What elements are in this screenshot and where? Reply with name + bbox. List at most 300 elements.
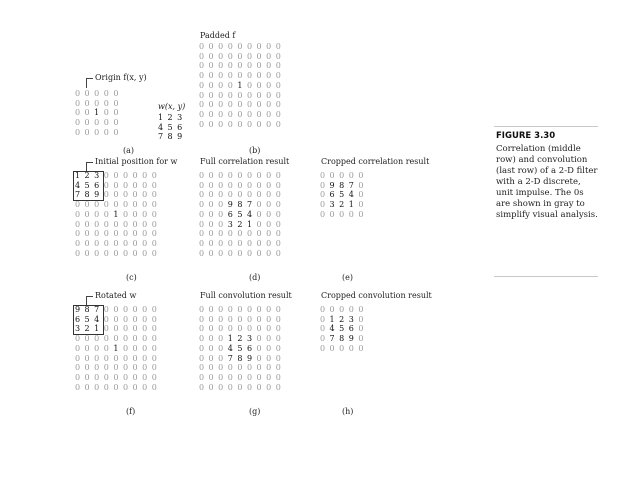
matrix-cell: 0 xyxy=(218,229,224,239)
matrix-cell: 0 xyxy=(151,229,157,239)
matrix-cell: 1 xyxy=(329,314,335,324)
matrix-cell: 0 xyxy=(132,219,138,229)
matrix-cell: 9 xyxy=(177,132,183,142)
matrix-cell: 0 xyxy=(246,305,253,314)
matrix-cell: 0 xyxy=(237,324,243,334)
w-label: w(x, y) xyxy=(158,102,186,111)
matrix-cell: 0 xyxy=(84,382,90,392)
matrix-cell: 0 xyxy=(218,238,224,248)
matrix-cell: 0 xyxy=(237,119,243,129)
matrix-cell: 0 xyxy=(208,324,214,334)
matrix-cell: 8 xyxy=(84,305,90,314)
matrix-cell: 7 xyxy=(329,334,335,344)
matrix-cell: 0 xyxy=(319,200,326,210)
matrix-cell: 0 xyxy=(358,180,364,190)
matrix-cell: 0 xyxy=(256,90,262,100)
matrix-cell: 0 xyxy=(256,238,262,248)
matrix-cell: 1 xyxy=(157,113,164,122)
matrix-cell: 0 xyxy=(122,248,129,258)
matrix-cell: 0 xyxy=(122,353,129,363)
matrix-cell: 0 xyxy=(151,305,157,314)
matrix-cell: 1 xyxy=(113,209,119,219)
matrix-cell: 0 xyxy=(208,42,214,51)
matrix-cell: 0 xyxy=(94,219,100,229)
matrix-cell: 0 xyxy=(132,363,138,373)
matrix-cell: 0 xyxy=(275,372,281,382)
matrix-cell: 5 xyxy=(339,190,345,200)
matrix-cell: 0 xyxy=(358,209,364,219)
matrix-cell: 0 xyxy=(84,248,90,258)
matrix-cell: 0 xyxy=(132,382,138,392)
matrix-cell: 0 xyxy=(113,324,119,334)
matrix-cell: 0 xyxy=(198,314,205,324)
matrix-cell: 0 xyxy=(266,180,272,190)
matrix-cell: 0 xyxy=(275,343,281,353)
matrix-cell: 0 xyxy=(319,180,326,190)
matrix-cell: 0 xyxy=(122,343,129,353)
matrix-cell: 0 xyxy=(256,200,262,210)
matrix-cell: 0 xyxy=(113,118,119,128)
matrix-cell: 0 xyxy=(227,248,233,258)
matrix-cell: 0 xyxy=(275,109,281,119)
matrix-cell: 0 xyxy=(122,382,129,392)
matrix-cell: 0 xyxy=(266,314,272,324)
matrix-cell: 0 xyxy=(113,314,119,324)
matrix-cell: 0 xyxy=(198,51,205,61)
matrix-cell: 0 xyxy=(208,343,214,353)
matrix-cell: 0 xyxy=(218,90,224,100)
matrix-cell: 0 xyxy=(198,42,205,51)
matrix-cell: 0 xyxy=(142,372,148,382)
matrix-cell: 0 xyxy=(348,343,354,353)
matrix-cell: 0 xyxy=(227,372,233,382)
matrix-cell: 5 xyxy=(84,180,90,190)
matrix-cell: 0 xyxy=(266,363,272,373)
matrix-cell: 0 xyxy=(103,353,109,363)
matrix-cell: 4 xyxy=(246,209,253,219)
matrix-cell: 0 xyxy=(198,190,205,200)
matrix-cell: 0 xyxy=(113,372,119,382)
matrix-cell: 0 xyxy=(218,190,224,200)
matrix-cell: 0 xyxy=(132,248,138,258)
matrix-cell: 0 xyxy=(275,71,281,81)
matrix-cell: 0 xyxy=(218,324,224,334)
matrix-cell: 0 xyxy=(122,200,129,210)
matrix-cell: 0 xyxy=(74,229,81,239)
matrix-cell: 0 xyxy=(151,382,157,392)
matrix-cell: 0 xyxy=(218,180,224,190)
matrix-cell: 0 xyxy=(218,80,224,90)
matrix-cell: 0 xyxy=(275,382,281,392)
matrix-cell: 0 xyxy=(256,343,262,353)
matrix-cell: 0 xyxy=(246,171,253,180)
matrix-cell: 0 xyxy=(256,382,262,392)
matrix-cell: 0 xyxy=(246,314,253,324)
matrix-cell: 0 xyxy=(103,372,109,382)
matrix-cell: 0 xyxy=(74,209,81,219)
matrix-cell: 0 xyxy=(256,100,262,110)
matrix-cell: 9 xyxy=(94,190,100,200)
matrix-cell: 0 xyxy=(74,219,81,229)
matrix-cell: 0 xyxy=(151,209,157,219)
matrix-cell: 0 xyxy=(208,382,214,392)
matrix-cell: 0 xyxy=(151,180,157,190)
matrix-cell: 0 xyxy=(208,305,214,314)
matrix-cell: 0 xyxy=(275,90,281,100)
matrix-cell: 0 xyxy=(151,238,157,248)
matrix-cell: 0 xyxy=(198,80,205,90)
matrix-cell: 0 xyxy=(275,229,281,239)
matrix-cell: 0 xyxy=(151,324,157,334)
matrix-cell: 0 xyxy=(227,382,233,392)
matrix-cell: 2 xyxy=(84,324,90,334)
matrix-cell: 0 xyxy=(227,305,233,314)
matrix-cell: 0 xyxy=(208,71,214,81)
matrix-cell: 0 xyxy=(94,209,100,219)
matrix-cell: 2 xyxy=(237,219,243,229)
matrix-cell: 0 xyxy=(246,190,253,200)
matrix-cell: 0 xyxy=(266,80,272,90)
matrix-cell: 0 xyxy=(218,334,224,344)
matrix-cell: 0 xyxy=(142,248,148,258)
w-position-box xyxy=(73,171,104,201)
matrix-cell: 9 xyxy=(246,353,253,363)
matrix-cell: 0 xyxy=(103,248,109,258)
matrix-cell: 0 xyxy=(218,219,224,229)
matrix-cell: 0 xyxy=(113,98,119,108)
matrix-cell: 0 xyxy=(74,238,81,248)
matrix-cell: 0 xyxy=(103,209,109,219)
matrix-cell: 0 xyxy=(84,353,90,363)
matrix-cell: 6 xyxy=(74,314,81,324)
matrix-cell: 0 xyxy=(237,382,243,392)
matrix-cell: 0 xyxy=(122,180,129,190)
matrix-cell: 0 xyxy=(74,118,81,128)
matrix-cell: 0 xyxy=(208,314,214,324)
matrix-cell: 0 xyxy=(132,190,138,200)
matrix-cell: 0 xyxy=(113,219,119,229)
matrix-cell: 0 xyxy=(198,219,205,229)
matrix-cell: 0 xyxy=(94,248,100,258)
matrix-cell: 0 xyxy=(266,190,272,200)
matrix-cell: 0 xyxy=(122,363,129,373)
matrix-cell: 0 xyxy=(84,219,90,229)
matrix-cell: 0 xyxy=(74,248,81,258)
matrix-cell: 0 xyxy=(319,171,326,180)
matrix-cell: 0 xyxy=(275,209,281,219)
matrix-cell: 6 xyxy=(348,324,354,334)
matrix-cell: 0 xyxy=(208,238,214,248)
matrix-cell: 3 xyxy=(177,113,183,122)
matrix-cell: 0 xyxy=(237,363,243,373)
matrix-cell: 0 xyxy=(142,200,148,210)
matrix-cell: 0 xyxy=(103,98,109,108)
rotated-w-label: Rotated w xyxy=(95,291,137,300)
matrix-cell: 9 xyxy=(348,334,354,344)
matrix-cell: 0 xyxy=(84,238,90,248)
matrix-cell: 4 xyxy=(329,324,335,334)
matrix-cell: 0 xyxy=(218,119,224,129)
matrix-cell: 0 xyxy=(246,363,253,373)
matrix-cell: 0 xyxy=(329,209,335,219)
matrix-cell: 0 xyxy=(74,200,81,210)
matrix-cell: 0 xyxy=(266,248,272,258)
matrix-cell: 0 xyxy=(142,190,148,200)
matrix-cell: 0 xyxy=(237,229,243,239)
matrix-cell: 1 xyxy=(237,80,243,90)
matrix-cell: 0 xyxy=(246,238,253,248)
matrix-cell: 0 xyxy=(358,305,364,314)
figure-number: FIGURE 3.30 xyxy=(496,131,556,141)
matrix-cell: 0 xyxy=(151,200,157,210)
matrix-cell: 0 xyxy=(132,171,138,180)
matrix-cell: 0 xyxy=(208,209,214,219)
matrix-cell: 0 xyxy=(339,209,345,219)
matrix-cell: 0 xyxy=(142,219,148,229)
matrix-cell: 0 xyxy=(94,229,100,239)
matrix-cell: 0 xyxy=(198,180,205,190)
matrix-cell: 0 xyxy=(339,305,345,314)
matrix-cell: 0 xyxy=(74,363,81,373)
matrix-cell: 0 xyxy=(275,80,281,90)
matrix-cell: 0 xyxy=(227,229,233,239)
matrix-cell: 1 xyxy=(113,343,119,353)
matrix-cell: 0 xyxy=(227,61,233,71)
matrix-cell: 0 xyxy=(132,372,138,382)
matrix-cell: 0 xyxy=(266,119,272,129)
matrix-cell: 0 xyxy=(266,71,272,81)
matrix-cell: 0 xyxy=(275,314,281,324)
matrix-cell: 4 xyxy=(74,180,81,190)
matrix-cell: 8 xyxy=(339,334,345,344)
matrix-cell: 0 xyxy=(256,180,262,190)
caption-rule-bottom xyxy=(494,276,598,277)
matrix-cell: 0 xyxy=(256,71,262,81)
matrix-cell: 0 xyxy=(208,353,214,363)
matrix-cell: 0 xyxy=(84,343,90,353)
matrix-cell: 0 xyxy=(358,314,364,324)
matrix-cell: 0 xyxy=(227,180,233,190)
matrix-cell: 7 xyxy=(94,305,100,314)
matrix-cell: 0 xyxy=(246,372,253,382)
matrix-cell: 5 xyxy=(84,314,90,324)
caption-rule-top xyxy=(494,126,598,127)
matrix-cell: 0 xyxy=(74,98,81,108)
matrix-cell: 8 xyxy=(339,180,345,190)
matrix-cell: 3 xyxy=(94,171,100,180)
matrix-cell: 0 xyxy=(246,71,253,81)
matrix-cell: 0 xyxy=(319,343,326,353)
matrix-cell: 0 xyxy=(132,180,138,190)
matrix-cell: 0 xyxy=(151,248,157,258)
matrix-cell: 0 xyxy=(266,90,272,100)
matrix-cell: 0 xyxy=(227,171,233,180)
matrix-cell: 0 xyxy=(84,108,90,118)
matrix-cell: 0 xyxy=(246,51,253,61)
matrix-cell: 0 xyxy=(142,314,148,324)
matrix-cell: 0 xyxy=(132,238,138,248)
matrix-cell: 0 xyxy=(246,80,253,90)
matrix-cell: 0 xyxy=(198,372,205,382)
caption-h: (h) xyxy=(342,407,354,416)
matrix-cell: 0 xyxy=(266,334,272,344)
matrix-cell: 4 xyxy=(157,122,164,132)
matrix-cell: 6 xyxy=(177,122,183,132)
matrix-cell: 0 xyxy=(103,118,109,128)
matrix-cell: 0 xyxy=(208,51,214,61)
matrix-cell: 2 xyxy=(339,314,345,324)
matrix-cell: 0 xyxy=(266,171,272,180)
matrix-cell: 0 xyxy=(227,190,233,200)
matrix-cell: 0 xyxy=(208,61,214,71)
matrix-cell: 0 xyxy=(208,90,214,100)
matrix-cell: 0 xyxy=(103,89,109,98)
matrix-cell: 0 xyxy=(132,305,138,314)
matrix-cell: 0 xyxy=(84,89,90,98)
matrix-cell: 0 xyxy=(103,200,109,210)
matrix-cell: 3 xyxy=(329,200,335,210)
matrix-cell: 0 xyxy=(218,372,224,382)
matrix-cell: 0 xyxy=(94,382,100,392)
matrix-cell: 0 xyxy=(237,171,243,180)
matrix-cell: 0 xyxy=(256,363,262,373)
matrix-cell: 0 xyxy=(94,89,100,98)
matrix-cell: 0 xyxy=(103,363,109,373)
matrix-cell: 0 xyxy=(113,89,119,98)
matrix-cell: 0 xyxy=(266,229,272,239)
matrix-cell: 0 xyxy=(103,171,109,180)
matrix-cell: 0 xyxy=(246,42,253,51)
matrix-cell: 3 xyxy=(348,314,354,324)
matrix-cell: 2 xyxy=(84,171,90,180)
matrix-cell: 0 xyxy=(237,305,243,314)
matrix-cell: 0 xyxy=(339,343,345,353)
matrix-cell: 0 xyxy=(94,372,100,382)
rotated-w-box xyxy=(73,305,104,335)
full-convolution-label: Full convolution result xyxy=(200,291,292,300)
matrix-cell: 0 xyxy=(246,100,253,110)
matrix-cell: 1 xyxy=(94,108,100,118)
matrix-cell: 0 xyxy=(94,127,100,137)
matrix-cell: 0 xyxy=(142,209,148,219)
matrix-cell: 0 xyxy=(227,42,233,51)
matrix-cell: 0 xyxy=(122,209,129,219)
matrix-cell: 0 xyxy=(227,80,233,90)
matrix-cell: 0 xyxy=(198,100,205,110)
matrix-cell: 9 xyxy=(74,305,81,314)
matrix-cell: 6 xyxy=(227,209,233,219)
matrix-cell: 0 xyxy=(227,314,233,324)
matrix-cell: 0 xyxy=(103,314,109,324)
matrix-cell: 0 xyxy=(218,353,224,363)
matrix-cell: 0 xyxy=(246,229,253,239)
matrix-cell: 0 xyxy=(151,334,157,344)
matrix-cell: 0 xyxy=(113,180,119,190)
matrix-cell: 0 xyxy=(237,180,243,190)
matrix-cell: 0 xyxy=(266,372,272,382)
matrix-cell: 7 xyxy=(246,200,253,210)
matrix-cell: 6 xyxy=(94,180,100,190)
matrix-cell: 7 xyxy=(157,132,164,142)
matrix-cell: 0 xyxy=(94,353,100,363)
matrix-cell: 0 xyxy=(113,305,119,314)
matrix-cell: 0 xyxy=(227,90,233,100)
matrix-cell: 0 xyxy=(151,372,157,382)
matrix-cell: 0 xyxy=(319,305,326,314)
matrix-cell: 0 xyxy=(227,71,233,81)
matrix-cell: 0 xyxy=(84,118,90,128)
matrix-cell: 0 xyxy=(218,200,224,210)
matrix-cell: 0 xyxy=(339,171,345,180)
matrix-cell: 0 xyxy=(256,209,262,219)
matrix-cell: 0 xyxy=(246,109,253,119)
matrix-cell: 0 xyxy=(132,343,138,353)
matrix-cell: 9 xyxy=(329,180,335,190)
matrix-cell: 0 xyxy=(237,248,243,258)
matrix-cell: 0 xyxy=(103,180,109,190)
matrix-cell: 0 xyxy=(94,238,100,248)
matrix-cell: 0 xyxy=(132,200,138,210)
matrix-cell: 0 xyxy=(74,382,81,392)
matrix-cell: 0 xyxy=(208,190,214,200)
matrix-cell: 0 xyxy=(256,334,262,344)
matrix-cell: 0 xyxy=(256,353,262,363)
matrix-cell: 0 xyxy=(358,171,364,180)
matrix-cell: 0 xyxy=(218,209,224,219)
matrix-cell: 0 xyxy=(103,238,109,248)
matrix-cell: 0 xyxy=(246,119,253,129)
matrix-cell: 0 xyxy=(94,200,100,210)
matrix-cell: 0 xyxy=(113,353,119,363)
matrix-cell: 0 xyxy=(319,209,326,219)
matrix-cell: 0 xyxy=(198,90,205,100)
matrix-cell: 0 xyxy=(84,372,90,382)
figure-caption: Correlation (middle row) and convolution (last row) of a 2-D filter with a 2-D discrete, unit impulse. The 0s are shown in gray to simplify visual analysis. xyxy=(496,144,598,220)
matrix-cell: 0 xyxy=(198,119,205,129)
matrix-cell: 4 xyxy=(348,190,354,200)
matrix-cell: 0 xyxy=(256,51,262,61)
matrix-cell: 0 xyxy=(266,343,272,353)
matrix-cell: 0 xyxy=(246,248,253,258)
matrix-cell: 0 xyxy=(266,353,272,363)
matrix-cell: 0 xyxy=(122,219,129,229)
matrix-cell: 0 xyxy=(142,353,148,363)
matrix-cell: 0 xyxy=(113,229,119,239)
matrix-cell: 0 xyxy=(122,334,129,344)
matrix-cell: 0 xyxy=(151,190,157,200)
matrix-cell: 0 xyxy=(151,353,157,363)
matrix-cell: 0 xyxy=(227,324,233,334)
matrix-cell: 0 xyxy=(113,334,119,344)
matrix-cell: 0 xyxy=(358,324,364,334)
matrix-cell: 0 xyxy=(132,314,138,324)
matrix-cell: 0 xyxy=(113,363,119,373)
matrix-cell: 0 xyxy=(218,100,224,110)
matrix-cell: 0 xyxy=(266,305,272,314)
matrix-cell: 0 xyxy=(218,248,224,258)
matrix-cell: 0 xyxy=(208,200,214,210)
matrix-cell: 6 xyxy=(246,343,253,353)
matrix-cell: 0 xyxy=(348,209,354,219)
matrix-cell: 0 xyxy=(132,334,138,344)
matrix-cell: 0 xyxy=(208,372,214,382)
matrix-cell: 0 xyxy=(94,334,100,344)
matrix-cell: 1 xyxy=(94,324,100,334)
matrix-cell: 0 xyxy=(142,324,148,334)
matrix-cell: 0 xyxy=(266,42,272,51)
matrix-cell: 0 xyxy=(218,51,224,61)
matrix-cell: 0 xyxy=(237,51,243,61)
